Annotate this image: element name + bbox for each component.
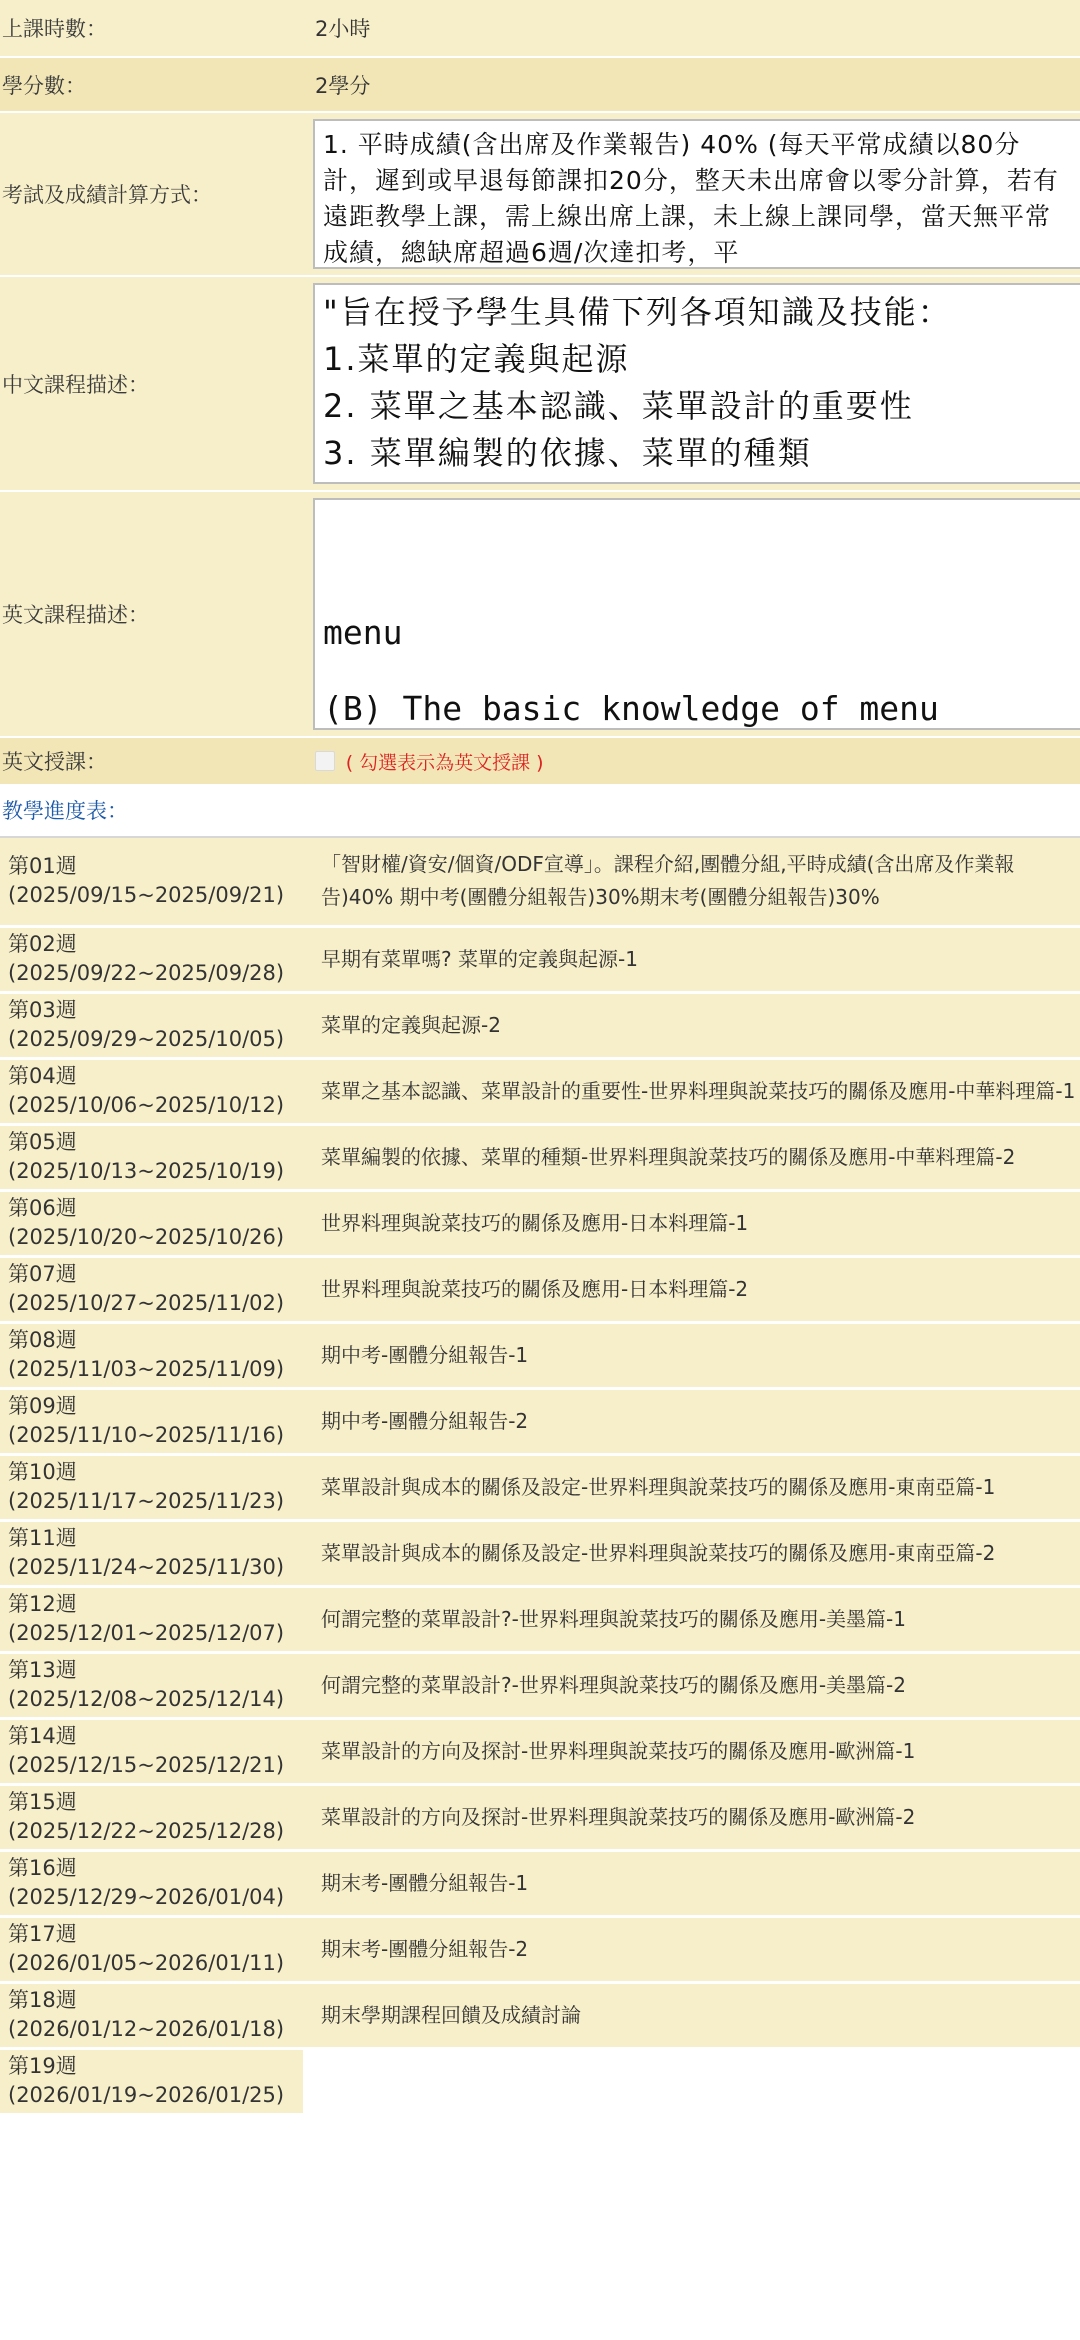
week-topic: 期末考-團體分組報告-1 bbox=[303, 1850, 1080, 1916]
cn-desc-label: 中文課程描述： bbox=[0, 276, 297, 491]
schedule-row bbox=[0, 1982, 1080, 2048]
week-number: 第10週 bbox=[8, 1460, 77, 1484]
week-cell bbox=[0, 1850, 303, 1916]
cn-desc-row bbox=[0, 276, 1080, 491]
schedule-title: 教學進度表： bbox=[0, 786, 1080, 836]
schedule-row bbox=[0, 1520, 1080, 1586]
schedule-row bbox=[0, 1784, 1080, 1850]
week-topic: 菜單設計的方向及探討-世界料理與說菜技巧的關係及應用-歐洲篇-2 bbox=[303, 1784, 1080, 1850]
week-cell bbox=[0, 1190, 303, 1256]
week-date-range: (2025/10/13~2025/10/19) bbox=[8, 1159, 285, 1183]
week-cell bbox=[0, 1058, 303, 1124]
week-cell bbox=[0, 992, 303, 1058]
grading-textarea[interactable]: 1. 平時成績(含出席及作業報告) 40% (每天平常成績以80分計，遲到或早退每節課扣20分，整天未出席會以零分計算，若有遠距教學上課，需上線出席上課，未上線上課同學，當天無平常成績，總缺席超過6週/次達扣考，平 bbox=[313, 119, 1080, 269]
week-topic: 菜單設計與成本的關係及設定-世界料理與說菜技巧的關係及應用-東南亞篇-2 bbox=[303, 1520, 1080, 1586]
week-date-range: (2025/12/22~2025/12/28) bbox=[8, 1819, 285, 1843]
english-label: 英文授課： bbox=[0, 737, 297, 785]
schedule-table bbox=[0, 836, 1080, 2116]
en-desc-label: 英文課程描述： bbox=[0, 491, 297, 737]
en-desc-line: menu bbox=[323, 613, 403, 652]
week-cell bbox=[0, 1652, 303, 1718]
week-cell bbox=[0, 1982, 303, 2048]
week-cell bbox=[0, 2048, 303, 2114]
schedule-row bbox=[0, 1652, 1080, 1718]
week-cell bbox=[0, 1718, 303, 1784]
english-row bbox=[0, 737, 1080, 785]
week-date-range: (2025/10/06~2025/10/12) bbox=[8, 1093, 285, 1117]
week-cell bbox=[0, 1520, 303, 1586]
schedule-row bbox=[0, 1190, 1080, 1256]
week-topic: 何謂完整的菜單設計?-世界料理與說菜技巧的關係及應用-美墨篇-1 bbox=[303, 1586, 1080, 1652]
week-topic: 「智財權/資安/個資/ODF宣導」。課程介紹,團體分組,平時成績(含出席及作業報告)40% 期中考(團體分組報告)30%期末考(團體分組報告)30% bbox=[303, 837, 1080, 926]
schedule-row bbox=[0, 1850, 1080, 1916]
week-number: 第02週 bbox=[8, 932, 77, 956]
week-cell bbox=[0, 1124, 303, 1190]
credits-value: 2學分 bbox=[297, 57, 1080, 112]
week-number: 第03週 bbox=[8, 998, 77, 1022]
schedule-row bbox=[0, 1454, 1080, 1520]
week-topic: 期末學期課程回饋及成績討論 bbox=[303, 1982, 1080, 2048]
week-cell bbox=[0, 1454, 303, 1520]
week-date-range: (2025/11/10~2025/11/16) bbox=[8, 1423, 285, 1447]
week-cell bbox=[0, 1784, 303, 1850]
english-note: ( 勾選表示為英文授課 ) bbox=[345, 751, 544, 774]
week-topic: 菜單設計的方向及探討-世界料理與說菜技巧的關係及應用-歐洲篇-1 bbox=[303, 1718, 1080, 1784]
hours-value: 2小時 bbox=[297, 0, 1080, 57]
week-number: 第18週 bbox=[8, 1988, 77, 2012]
schedule-row bbox=[0, 1124, 1080, 1190]
week-topic: 菜單設計與成本的關係及設定-世界料理與說菜技巧的關係及應用-東南亞篇-1 bbox=[303, 1454, 1080, 1520]
week-number: 第07週 bbox=[8, 1262, 77, 1286]
week-number: 第01週 bbox=[8, 854, 77, 879]
week-topic: 菜單編製的依據、菜單的種類-世界料理與說菜技巧的關係及應用-中華料理篇-2 bbox=[303, 1124, 1080, 1190]
week-date-range: (2025/12/29~2026/01/04) bbox=[8, 1885, 285, 1909]
schedule-row bbox=[0, 1256, 1080, 1322]
week-number: 第16週 bbox=[8, 1856, 77, 1880]
week-number: 第05週 bbox=[8, 1130, 77, 1154]
week-topic: 何謂完整的菜單設計?-世界料理與說菜技巧的關係及應用-美墨篇-2 bbox=[303, 1652, 1080, 1718]
week-date-range: (2025/10/20~2025/10/26) bbox=[8, 1225, 285, 1249]
week-number: 第04週 bbox=[8, 1064, 77, 1088]
grading-label: 考試及成績計算方式： bbox=[0, 112, 297, 276]
week-topic: 世界料理與說菜技巧的關係及應用-日本料理篇-2 bbox=[303, 1256, 1080, 1322]
schedule-row bbox=[0, 1916, 1080, 1982]
week-number: 第09週 bbox=[8, 1394, 77, 1418]
week-number: 第19週 bbox=[8, 2054, 77, 2078]
grading-row bbox=[0, 112, 1080, 276]
week-number: 第13週 bbox=[8, 1658, 77, 1682]
cn-desc-line: 1.菜單的定義與起源 bbox=[323, 340, 630, 378]
en-desc-textarea[interactable] bbox=[313, 498, 1080, 730]
week-number: 第11週 bbox=[8, 1526, 77, 1550]
week-topic: 菜單之基本認識、菜單設計的重要性-世界料理與說菜技巧的關係及應用-中華料理篇-1 bbox=[303, 1058, 1080, 1124]
schedule-row bbox=[0, 926, 1080, 992]
week-cell bbox=[0, 1322, 303, 1388]
week-cell bbox=[0, 1388, 303, 1454]
schedule-row bbox=[0, 1322, 1080, 1388]
week-topic: 世界料理與說菜技巧的關係及應用-日本料理篇-1 bbox=[303, 1190, 1080, 1256]
week-date-range: (2026/01/05~2026/01/11) bbox=[8, 1951, 285, 1975]
schedule-row bbox=[0, 1586, 1080, 1652]
week-topic: 期末考-團體分組報告-2 bbox=[303, 1916, 1080, 1982]
cn-desc-line: 2. 菜單之基本認識、菜單設計的重要性 bbox=[323, 387, 914, 425]
week-date-range: (2025/09/15~2025/09/21) bbox=[8, 883, 285, 908]
credits-row bbox=[0, 57, 1080, 112]
english-checkbox[interactable] bbox=[315, 751, 335, 771]
cn-desc-textarea[interactable] bbox=[313, 283, 1080, 484]
week-date-range: (2025/12/15~2025/12/21) bbox=[8, 1753, 285, 1777]
week-date-range: (2025/09/22~2025/09/28) bbox=[8, 961, 285, 985]
week-date-range: (2025/12/08~2025/12/14) bbox=[8, 1687, 285, 1711]
credits-label: 學分數： bbox=[0, 57, 297, 112]
week-number: 第17週 bbox=[8, 1922, 77, 1946]
schedule-row bbox=[0, 992, 1080, 1058]
week-cell bbox=[0, 926, 303, 992]
week-date-range: (2025/11/03~2025/11/09) bbox=[8, 1357, 285, 1381]
week-date-range: (2026/01/12~2026/01/18) bbox=[8, 2017, 285, 2041]
week-number: 第06週 bbox=[8, 1196, 77, 1220]
hours-label: 上課時數： bbox=[0, 0, 297, 57]
course-info-table bbox=[0, 0, 1080, 786]
en-desc-line: (B) The basic knowledge of menu bbox=[323, 689, 939, 728]
week-topic: 早期有菜單嗎? 菜單的定義與起源-1 bbox=[303, 926, 1080, 992]
cn-desc-line: "旨在授予學生具備下列各項知識及技能： bbox=[323, 293, 952, 331]
week-date-range: (2025/10/27~2025/11/02) bbox=[8, 1291, 285, 1315]
schedule-row bbox=[0, 2048, 1080, 2114]
week-topic: 期中考-團體分組報告-1 bbox=[303, 1322, 1080, 1388]
week-cell bbox=[0, 837, 303, 926]
en-desc-row bbox=[0, 491, 1080, 737]
week-cell bbox=[0, 1586, 303, 1652]
week-number: 第14週 bbox=[8, 1724, 77, 1748]
week-date-range: (2025/09/29~2025/10/05) bbox=[8, 1027, 285, 1051]
week-number: 第15週 bbox=[8, 1790, 77, 1814]
schedule-row bbox=[0, 1388, 1080, 1454]
week-topic bbox=[303, 2048, 1080, 2114]
week-date-range: (2026/01/19~2026/01/25) bbox=[8, 2083, 285, 2107]
schedule-row bbox=[0, 1718, 1080, 1784]
week-date-range: (2025/11/17~2025/11/23) bbox=[8, 1489, 285, 1513]
cn-desc-line: 3. 菜單編製的依據、菜單的種類 bbox=[323, 434, 812, 472]
schedule-row bbox=[0, 1058, 1080, 1124]
week-topic: 期中考-團體分組報告-2 bbox=[303, 1388, 1080, 1454]
week-date-range: (2025/11/24~2025/11/30) bbox=[8, 1555, 285, 1579]
week-cell bbox=[0, 1256, 303, 1322]
week-number: 第12週 bbox=[8, 1592, 77, 1616]
hours-row bbox=[0, 0, 1080, 57]
week-topic: 菜單的定義與起源-2 bbox=[303, 992, 1080, 1058]
week-cell bbox=[0, 1916, 303, 1982]
week-date-range: (2025/12/01~2025/12/07) bbox=[8, 1621, 285, 1645]
week-number: 第08週 bbox=[8, 1328, 77, 1352]
schedule-row bbox=[0, 837, 1080, 926]
